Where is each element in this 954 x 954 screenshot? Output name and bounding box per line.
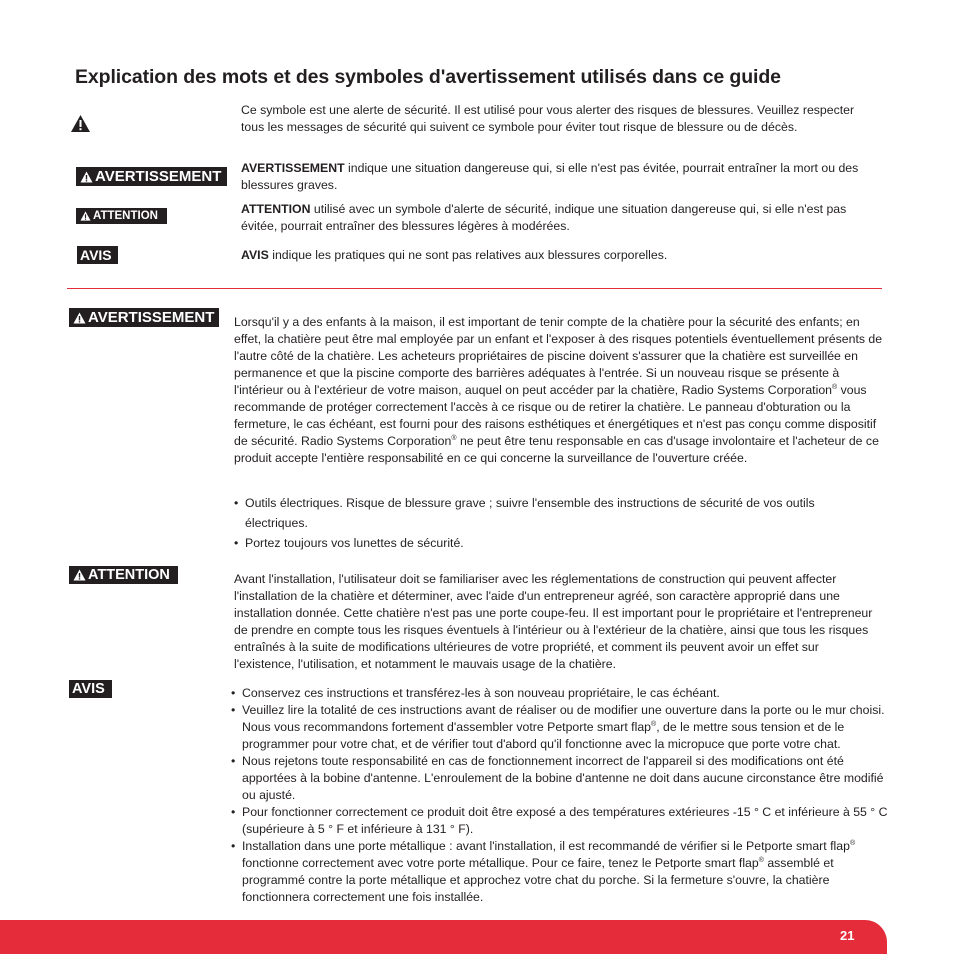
avertissement-description xyxy=(241,160,876,194)
text-part: Installation dans une porte métallique : avant l'installation, il est recommandé de vérifier si le Petporte smart flap xyxy=(242,839,850,853)
avertissement-badge xyxy=(76,167,227,186)
avis-description xyxy=(241,247,861,264)
registered-mark: ® xyxy=(758,856,764,864)
list-item: • Portez toujours vos lunettes de sécurité. xyxy=(234,533,864,553)
registered-mark: ® xyxy=(849,839,856,847)
list-item: • Outils électriques. Risque de blessure grave ; suivre l'ensemble des instructions de sécurité de vos outils électriques. xyxy=(234,493,864,533)
badge-label: AVERTISSEMENT xyxy=(95,168,222,185)
text-part: , de le mettre sous tension et de le programmer pour votre chat, et de vérifier tout d'abord qu'il fonctionne avec la micropuce que porte votre chat. xyxy=(242,720,845,751)
footer-bar xyxy=(0,920,887,954)
list-item: • Nous rejetons toute responsabilité en cas de fonctionnement incorrect de l'appareil si des modifications ont été apportées à la bobine d'antenne. L'enroulement de la bobine d'antenne ne doit dans aucune circonstance être modifié ou ajusté. xyxy=(231,753,889,804)
section-divider xyxy=(67,288,882,289)
warning-triangle-icon xyxy=(73,312,86,324)
list-item xyxy=(231,838,889,906)
registered-mark: ® xyxy=(832,383,838,391)
definition: utilisé avec un symbole d'alerte de sécurité, indique une situation dangereuse qui, si elle n'est pas évitée, pourrait entraîner des blessures légères à modérées. xyxy=(241,202,847,233)
registered-mark: ® xyxy=(651,720,657,728)
term: AVIS xyxy=(241,248,269,262)
badge-label: ATTENTION xyxy=(88,567,170,583)
badge-label: ATTENTION xyxy=(93,210,158,222)
warning-triangle-icon xyxy=(73,569,86,581)
term: ATTENTION xyxy=(241,202,311,216)
avis-bullet-list xyxy=(231,685,889,906)
attention-badge xyxy=(69,566,178,584)
attention-description xyxy=(241,201,866,235)
term: AVERTISSEMENT xyxy=(241,161,345,175)
text-part: vous recommande de protéger correctement l'accès à ce risque ou de retirer la chatière. Le panneau d'obturation ou la fermeture, le cas échéant, est fourni pour des raisons esthétiques et énergétiques et n'est pas conçu comme dispositif de sécurité. Radio Systems Corporation xyxy=(234,383,877,448)
attention-badge xyxy=(76,208,167,224)
definition: indique une situation dangereuse qui, si elle n'est pas évitée, pourrait entraîner la mort ou des blessures graves. xyxy=(241,161,859,192)
text-part: Veuillez lire la totalité de ces instructions avant de réaliser ou de modifier une ouverture dans la porte ou le mur choisi. Nous vous recommandons fortement d'assembler votre Petporte smart flap xyxy=(242,703,885,734)
symbol-description: Ce symbole est une alerte de sécurité. Il est utilisé pour vous alerter des risques de blessures. Veuillez respecter tous les messages de sécurité qui suivent ce symbole pour éviter tout risque de blessure ou de décès. xyxy=(241,103,855,134)
badge-label: AVIS xyxy=(80,247,112,263)
avis-badge xyxy=(69,680,112,698)
warning-bullet-list xyxy=(234,493,864,553)
list-item: • Pour fonctionner correctement ce produit doit être exposé a des températures extérieures -15 ° C et inférieure à 55 ° C (supérieure à 5 ° F et inférieure à 131 ° F). xyxy=(231,804,889,838)
warning-triangle-icon xyxy=(80,211,91,221)
page-number: 21 xyxy=(840,928,855,943)
list-item: • Conservez ces instructions et transférez-les à son nouveau propriétaire, le cas échéant. xyxy=(231,685,889,702)
page-title: Explication des mots et des symboles d'avertissement utilisés dans ce guide xyxy=(75,66,781,88)
attention-paragraph: Avant l'installation, l'utilisateur doit se familiariser avec les réglementations de construction qui peuvent affecter l'installation de la chatière et déterminer, avec l'aide d'un entrepreneur agréé, son caractère approprié dans une installation donnée. Cette chatière n'est pas une porte coupe-feu. Il est important pour le propriétaire et l'entrepreneur de prendre en compte tous les risques éventuels à l'intérieur ou à l'extérieur de la chatière, ainsi que tous les risques entraînés à la suite de modifications ultérieures de votre propriété, et comment ils peuvent avoir un effet sur l'existence, l'utilisation, et notamment le mauvais usage de la chatière. xyxy=(234,572,873,671)
warning-triangle-icon xyxy=(70,114,91,138)
warning-paragraph xyxy=(234,314,884,467)
warning-triangle-icon xyxy=(80,171,93,183)
text-part: assemblé et programmé contre la porte métallique et approchez votre chat du porche. Si la fermeture s'ouvre, la chatière fonctionnera correctement une fois installée. xyxy=(242,856,834,904)
text-part: ne peut être tenu responsable en cas d'usage involontaire et l'acheteur de ce produit accepte l'entière responsabilité en ce qui concerne la surveillance de l'ouverture créée. xyxy=(234,434,879,465)
text-part: Lorsqu'il y a des enfants à la maison, il est important de tenir compte de la chatière pour la sécurité des enfants; en effet, la chatière peut être mal employée par un enfant et l'exposer à des risques potentiels éventuellement présents de l'autre côté de la chatière. Les acheteurs propriétaires de piscine doivent s'assurer que la chatière est surveillée en permanence et que la piscine comporte des barrières adéquates à l'entrée. Si un nouveau risque se présente à l'intérieur ou à l'extérieur de votre maison, auquel on peut accéder par la chatière, Radio Systems Corporation xyxy=(234,315,883,397)
avis-badge xyxy=(77,246,118,264)
badge-label: AVERTISSEMENT xyxy=(88,309,215,326)
badge-label: AVIS xyxy=(72,681,105,697)
definition: indique les pratiques qui ne sont pas relatives aux blessures corporelles. xyxy=(268,248,668,262)
avertissement-badge xyxy=(69,308,219,327)
registered-mark: ® xyxy=(451,434,457,442)
list-item xyxy=(231,702,889,753)
text-part: fonctionne correctement avec votre porte métallique. Pour ce faire, tenez le Petporte smart flap xyxy=(242,856,759,870)
